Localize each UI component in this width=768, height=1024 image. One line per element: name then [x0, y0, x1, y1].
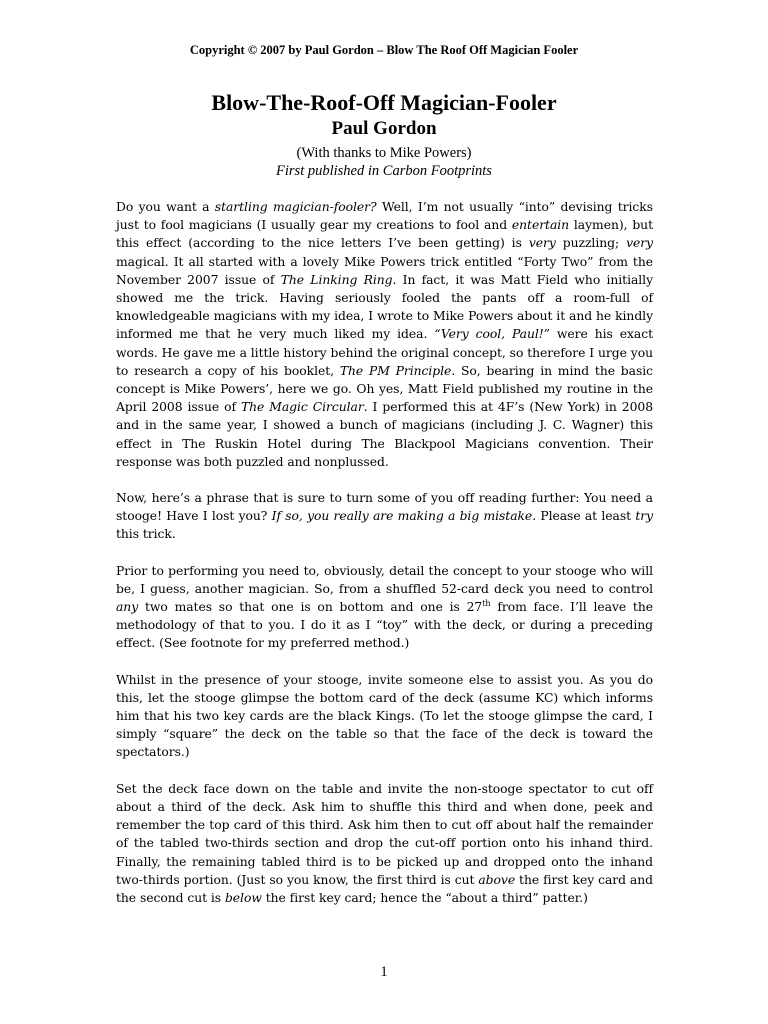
paragraph-intro	[116, 198, 653, 471]
italic-run: entertain	[511, 218, 570, 233]
paragraph-cutting	[116, 780, 653, 907]
text-run: the first key card; hence the “about a third” patter.)	[261, 890, 588, 905]
text-run: Do you want a	[116, 200, 215, 214]
italic-run: The PM Principle	[339, 363, 452, 378]
text-run: this trick.	[116, 527, 176, 542]
text-run: magical. It all started with a lovely Mike Powers trick entitled “Forty Two” from the November 2007 issue of	[116, 254, 653, 287]
page-number: 1	[380, 964, 388, 980]
paragraph-preparation	[116, 562, 653, 653]
italic-run: startling magician-fooler?	[214, 200, 377, 214]
acknowledgement-line: (With thanks to Mike Powers)	[296, 145, 472, 161]
text-run: Set the deck face down on the table and invite the non-stooge spectator to cut off about a third of the deck. Ask him to shuffle this third and when done, peek and remember the top card of this third. Ask him then to cut off about half the remainder of the tabled two-thirds section and drop the cut-off portion onto his inhand third. Finally, the remaining tabled third is to be picked up and dropped onto the inhand two-thirds portion. (Just so you know, the first third is cut	[116, 781, 653, 887]
italic-run: any	[116, 600, 139, 615]
italic-run: very	[528, 236, 556, 251]
text-run: . I performed this at 4F’s (New York) in 2008 and in the same year, I showed a bunch of magicians (including J. C. Wagner) this effect in The Ruskin Hotel during The Blackpool Magicians convention. Their response was both puzzled and nonplussed.	[116, 400, 654, 469]
italic-run: “Very cool, Paul!”	[434, 327, 550, 342]
text-run: . So, bearing in mind the basic concept is Mike Powers’, here we go. Oh yes, Matt Field published my routine in the April 2008 issue of	[116, 363, 653, 415]
text-run: . In fact, it was Matt Field who initially showed me the trick. Having seriously fooled the pants off a room-full of knowledgeable magicians with my idea, I wrote to Mike Powers about it and he kindly informed me that he very much liked my idea.	[116, 272, 654, 342]
text-run: Now, here’s a phrase that is sure to turn some of you off reading further: You need a stooge! Have I lost you?	[116, 491, 653, 524]
author-name: Paul Gordon	[331, 118, 437, 139]
copyright-header: Copyright © 2007 by Paul Gordon – Blow The Roof Off Magician Fooler	[189, 43, 579, 57]
text-run: Prior to performing you need to, obviously, detail the concept to your stooge who will be, I guess, another magician. So, from a shuffled 52-card deck you need to control	[116, 563, 653, 596]
paragraph-presence: Whilst in the presence of your stooge, invite someone else to assist you. As you do this, let the stooge glimpse the bottom card of the deck (assume KC) which informs him that his two key cards are the black Kings. (To let the stooge glimpse the card, I simply “square” the deck on the table so that the face of the deck is toward the spectators.)	[116, 672, 653, 760]
text-run: from face. I’ll leave the methodology of that to you. I do it as I “toy” with the deck, or during a preceding effect. (See footnote for my preferred method.)	[116, 600, 654, 651]
italic-run: The Magic Circular	[240, 400, 364, 415]
text-run: the first key card and the second cut is	[116, 872, 653, 905]
text-run: were his exact words. He gave me a little history behind the original concept, so therefore I urge you to research a copy of his booklet,	[116, 327, 653, 378]
text-run: puzzling;	[555, 236, 627, 251]
paragraph-stooge	[116, 489, 653, 544]
italic-run: above	[478, 872, 516, 887]
text-run: laymen), but this effect (according to the nice letters I’ve been getting) is	[116, 218, 653, 251]
text-run: Well, I’m not usually “into” devising tricks just to fool magicians (I usually gear my creations to fool and	[116, 200, 653, 233]
italic-run: below	[224, 890, 262, 905]
text-run: . Please at least	[532, 509, 636, 524]
italic-run: The Linking Ring	[280, 272, 393, 287]
publication-note: First published in Carbon Footprints	[276, 163, 492, 179]
article-body	[116, 198, 653, 925]
text-run: two mates so that one is on bottom and one is 27	[138, 600, 483, 615]
document-title: Blow-The-Roof-Off Magician-Fooler	[211, 90, 557, 115]
italic-run: very	[626, 236, 654, 251]
italic-run: try	[635, 509, 653, 524]
italic-run: If so, you really are making a big mistake	[271, 509, 533, 524]
superscript-ordinal: th	[482, 598, 491, 608]
